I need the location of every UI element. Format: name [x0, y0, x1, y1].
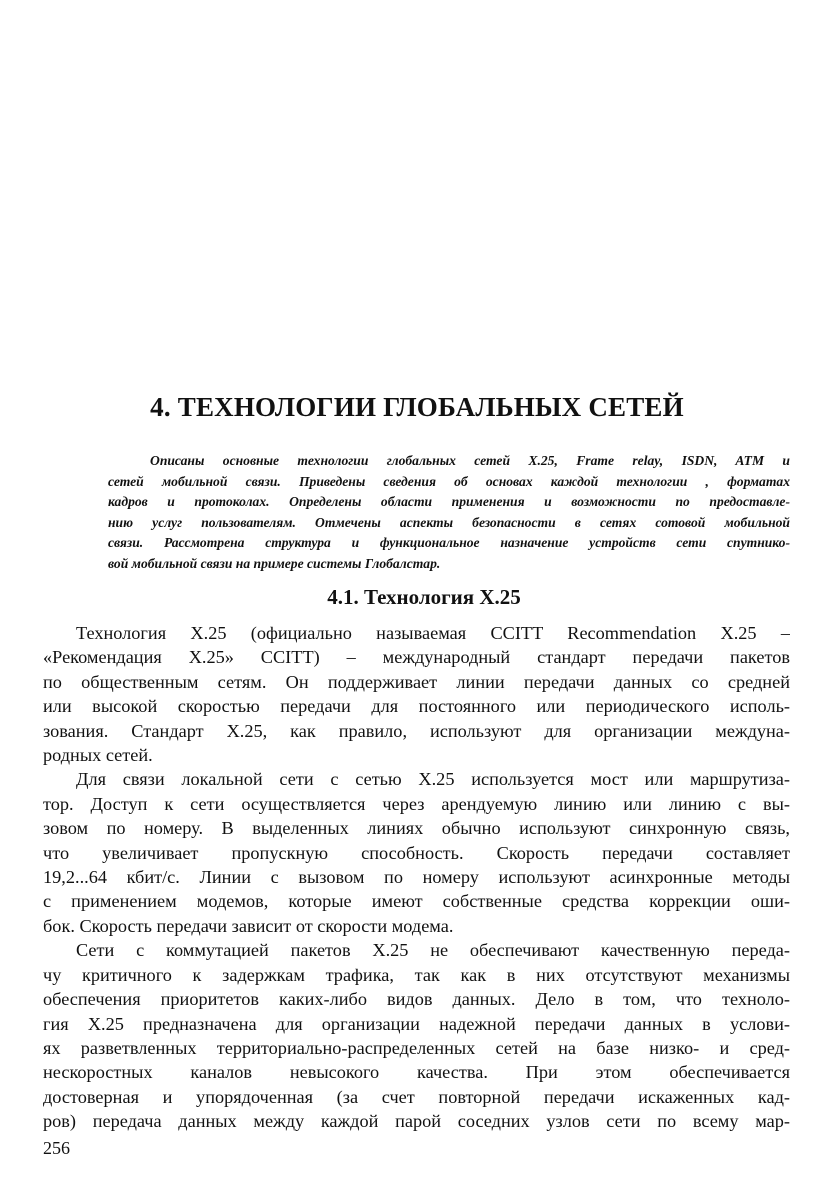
paragraph-line: обеспечения приоритетов каких-либо видов данных. Дело в том, что техноло-: [43, 989, 790, 1010]
page-number: 256: [43, 1138, 70, 1158]
chapter-abstract: [108, 451, 790, 574]
paragraph-line: Для связи локальной сети с сетью X.25 используется мост или маршрутиза-: [76, 769, 790, 790]
paragraph-line: зовом по номеру. В выделенных линиях обычно используют синхронную связь,: [43, 818, 790, 839]
paragraph-line: что увеличивает пропускную способность. Скорость передачи составляет: [43, 842, 790, 863]
paragraph-line: «Рекомендация X.25» CCITT) – международный стандарт передачи пакетов: [43, 647, 790, 668]
paragraph-line: ров) передача данных между каждой парой соседних узлов сети по всему мар-: [43, 1111, 790, 1132]
paragraph-line: ях разветвленных территориально-распределенных сетей на базе низко- и сред-: [43, 1037, 790, 1058]
paragraph-line: 19,2...64 кбит/с. Линии с вызовом по номеру используют асинхронные методы: [43, 867, 790, 888]
paragraph-line: или высокой скоростью передачи для постоянного или периодического исполь-: [43, 696, 790, 717]
paragraph-line: Технология X.25 (официально называемая CCITT Recommendation X.25 –: [76, 623, 790, 643]
abstract-line: связи. Рассмотрена структура и функциональное назначение устройств сети спутнико-: [108, 535, 790, 550]
abstract-line: вой мобильной связи на примере системы Глобалстар.: [108, 555, 441, 571]
abstract-line: кадров и протоколах. Определены области применения и возможности по предоставле-: [108, 494, 790, 509]
paragraph-line: достоверная и упорядоченная (за счет повторной передачи искаженных кад-: [43, 1086, 790, 1107]
paragraph-line: родных сетей.: [43, 745, 153, 766]
paragraph-line: тор. Доступ к сети осуществляется через арендуемую линию или линию с вы-: [43, 793, 790, 814]
section-title: [0, 585, 834, 610]
abstract-line: нию услуг пользователям. Отмечены аспекты безопасности в сетях сотовой мобильной: [108, 514, 790, 530]
abstract-line: сетей мобильной связи. Приведены сведения об основах каждой технологии , форматах: [108, 473, 790, 489]
paragraph-line: бок. Скорость передачи зависит от скорости модема.: [43, 915, 454, 936]
paragraph-line: зования. Стандарт X.25, как правило, используют для организации междуна-: [43, 720, 790, 741]
paragraph-line: нескоростных каналов невысокого качества. При этом обеспечивается: [43, 1062, 790, 1083]
paragraph-line: чу критичного к задержкам трафика, так как в них отсутствуют механизмы: [43, 964, 790, 985]
paragraph-line: гия X.25 предназначена для организации надежной передачи данных в услови-: [43, 1013, 790, 1034]
paragraph-line: с применением модемов, которые имеют собственные средства коррекции оши-: [43, 891, 790, 912]
abstract-line: Описаны основные технологии глобальных сетей X.25, Frame relay, ISDN, ATM и: [150, 453, 790, 468]
paragraph-line: Сети с коммутацией пакетов X.25 не обеспечивают качественную переда-: [76, 940, 790, 961]
section-title-text: 4.1. Технология X.25: [327, 585, 521, 609]
body-text: [43, 621, 790, 1134]
chapter-title: 4. ТЕХНОЛОГИИ ГЛОБАЛЬНЫХ СЕТЕЙ: [150, 392, 684, 422]
paragraph-line: по общественным сетям. Он поддерживает линии передачи данных со средней: [43, 671, 790, 692]
